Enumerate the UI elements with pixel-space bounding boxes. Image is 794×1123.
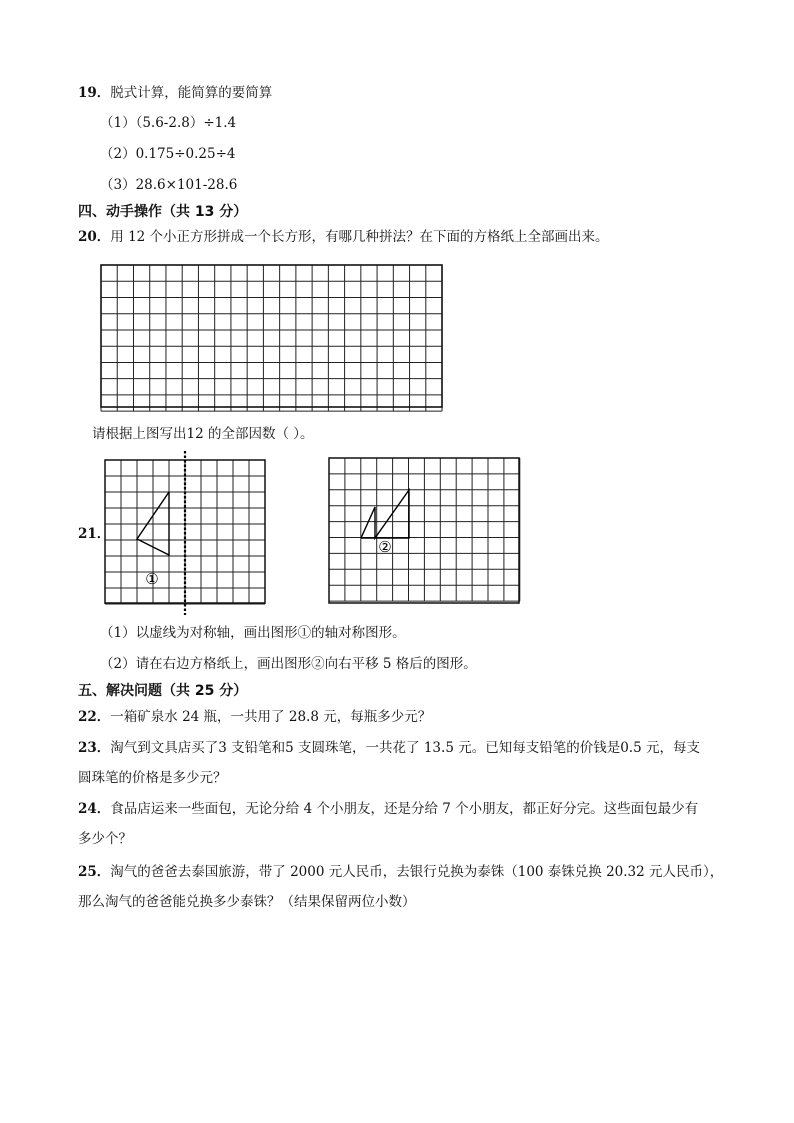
q22-text: 一箱矿泉水 24 瓶，一共用了 28.8 元，每瓶多少元？ xyxy=(110,709,432,725)
q25-number: 25 xyxy=(78,864,97,880)
q25-line-1: 25．淘气的爸爸去泰国旅游，带了 2000 元人民币，去银行兑换为泰铢（100 泰铢兑换 20.32 元人民币）， xyxy=(78,864,724,880)
section-5-title: 五、解决问题（共 25 分） xyxy=(78,683,248,699)
q19-item-2: （2）0.175÷0.25÷4 xyxy=(100,146,236,162)
shape-2-label: ② xyxy=(378,538,392,556)
section-4-title: 四、动手操作（共 13 分） xyxy=(78,204,248,220)
q24-text-2: 多少个？ xyxy=(78,831,132,847)
q21-number: 21 xyxy=(78,526,97,542)
q19-number: 19 xyxy=(78,85,97,101)
q25-text-2: 那么淘气的爸爸能兑换多少泰铢？（结果保留两位小数） xyxy=(78,894,416,910)
q20-number: 20 xyxy=(78,229,97,245)
q23-text-2: 圆珠笔的价格是多少元？ xyxy=(78,770,227,786)
q19-item-1: （1）（5.6-2.8）÷1.4 xyxy=(100,115,237,131)
shape-1-label: ① xyxy=(145,570,159,588)
q25-text-1: 淘气的爸爸去泰国旅游，带了 2000 元人民币，去银行兑换为泰铢（100 泰铢兑换 20.32 元人民币）， xyxy=(110,864,724,880)
q22-number: 22 xyxy=(78,709,97,725)
q20-heading: 20．用 12 个小正方形拼成一个长方形，有哪几种拼法？在下面的方格纸上全部画出来。 xyxy=(78,229,609,245)
q24-text-1: 食品店运来一些面包，无论分给 4 个小朋友，还是分给 7 个小朋友，都正好分完。这些面包最少有 xyxy=(110,801,699,817)
q20-grid-paper[interactable] xyxy=(100,264,446,409)
q24-number: 24 xyxy=(78,801,97,817)
q20-text: 用 12 个小正方形拼成一个长方形，有哪几种拼法？在下面的方格纸上全部画出来。 xyxy=(110,229,609,245)
shape-2-figure xyxy=(361,490,409,538)
q20-followup: 请根据上图写出12 的全部因数（ ）。 xyxy=(92,426,314,442)
q19-heading: 19．脱式计算，能简算的要简算 xyxy=(78,85,273,101)
q23-line-1: 23．淘气到文具店买了3 支铅笔和5 支圆珠笔，一共花了 13.5 元。已知每支铅笔的价钱是0.5 元，每支 xyxy=(78,740,700,756)
q23-number: 23 xyxy=(78,740,97,756)
q24-line-1: 24．食品店运来一些面包，无论分给 4 个小朋友，还是分给 7 个小朋友，都正好分完。这些面包最少有 xyxy=(78,801,699,817)
q19-title: 脱式计算，能简算的要简算 xyxy=(110,85,273,101)
q21-left-grid[interactable] xyxy=(104,459,268,605)
q23-text-1: 淘气到文具店买了3 支铅笔和5 支圆珠笔，一共花了 13.5 元。已知每支铅笔的价钱是0.5 元，每支 xyxy=(110,740,700,756)
q19-item-3: （3）28.6×101-28.6 xyxy=(100,177,238,193)
q21-right-grid[interactable] xyxy=(328,457,522,605)
q21-item-2: （2）请在右边方格纸上，画出图形②向右平移 5 格后的图形。 xyxy=(100,656,477,672)
q21-heading: 21． xyxy=(78,526,111,542)
q22: 22．一箱矿泉水 24 瓶，一共用了 28.8 元，每瓶多少元？ xyxy=(78,709,432,725)
q21-item-1: （1）以虚线为对称轴，画出图形①的轴对称图形。 xyxy=(100,625,406,641)
